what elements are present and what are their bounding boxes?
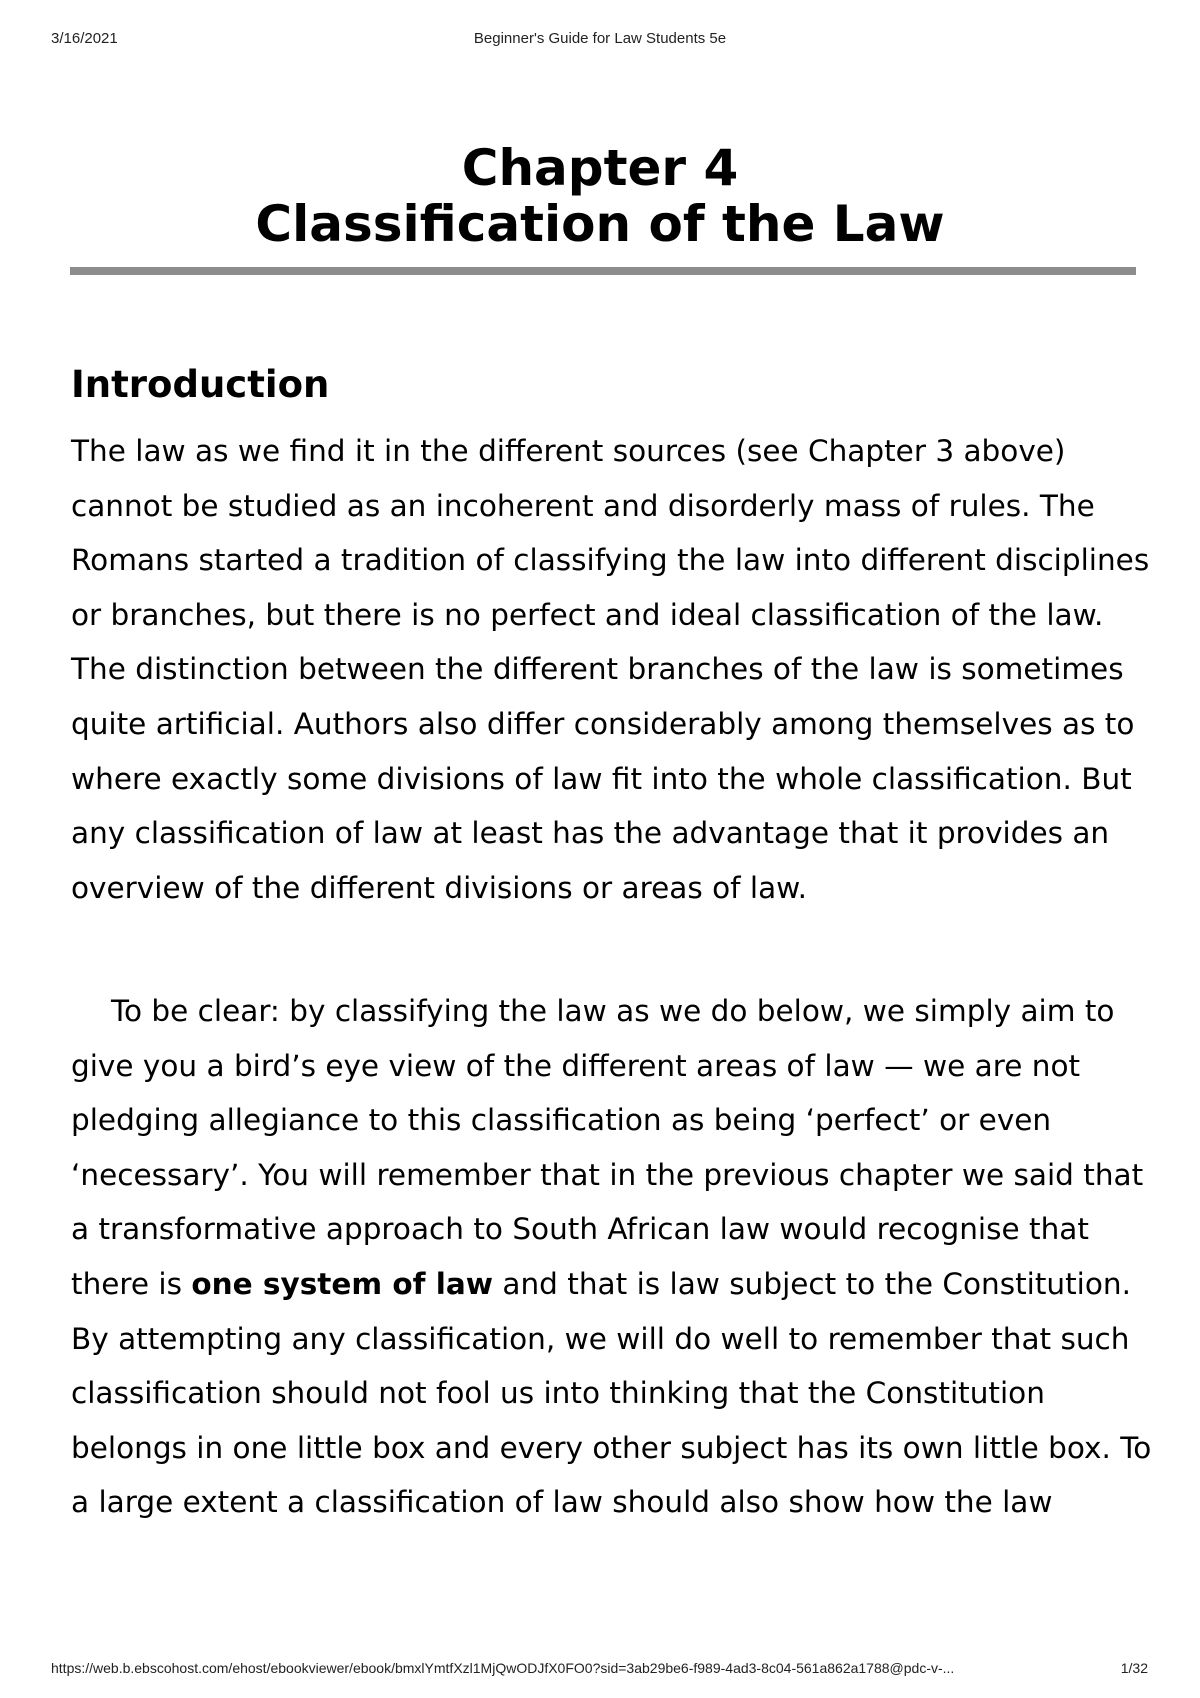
print-date: 3/16/2021 xyxy=(51,30,118,47)
print-footer xyxy=(0,1660,1200,1680)
source-url: https://web.b.ebscohost.com/ehost/ebookviewer/ebook/bmxlYmtfXzl1MjQwODJfX0FO0?sid=3ab29be6-f989-4ad3-8c04-561a862a1788@pdc-v-... xyxy=(51,1660,955,1676)
chapter-number: Chapter 4 xyxy=(461,139,739,197)
chapter-name: Classification of the Law xyxy=(255,195,945,253)
paragraph-2-text-end: and that is law subject to the Constitution. By attempting any classification, we will do well to remember that such classification should not fool us into thinking that the Constitution belongs in one little box and every other subject has its own little box. To a large extent a classification of law should also show how the law xyxy=(71,1266,1152,1520)
body-paragraph-2 xyxy=(71,984,1156,1530)
print-header xyxy=(0,30,1200,50)
chapter-title xyxy=(0,140,1200,252)
emphasis-one-system-of-law: one system of law xyxy=(191,1266,494,1301)
print-document-title: Beginner's Guide for Law Students 5e xyxy=(473,30,727,47)
page-number: 1/32 xyxy=(1120,1660,1148,1676)
section-heading: Introduction xyxy=(71,363,330,406)
paragraph-2-text-start: To be clear: by classifying the law as we do below, we simply aim to give you a bird’s eye view of the different areas of law — we are not pledging allegiance to this classification as being ‘perfect’ or even ‘necessary’. You will remember that in the previous chapter we said that a transformative approach to South African law would recognise that there is xyxy=(71,994,1144,1301)
title-divider xyxy=(70,267,1136,275)
body-paragraph-1: The law as we find it in the different sources (see Chapter 3 above) cannot be studied as an incoherent and disorderly mass of rules. The Romans started a tradition of classifying the law into different disciplines or branches, but there is no perfect and ideal classification of the law. The distinction between the different branches of the law is sometimes quite artificial. Authors also differ considerably among themselves as to where exactly some divisions of law fit into the whole classification. But any classification of law at least has the advantage that it provides an overview of the different divisions or areas of law. xyxy=(71,434,1150,905)
